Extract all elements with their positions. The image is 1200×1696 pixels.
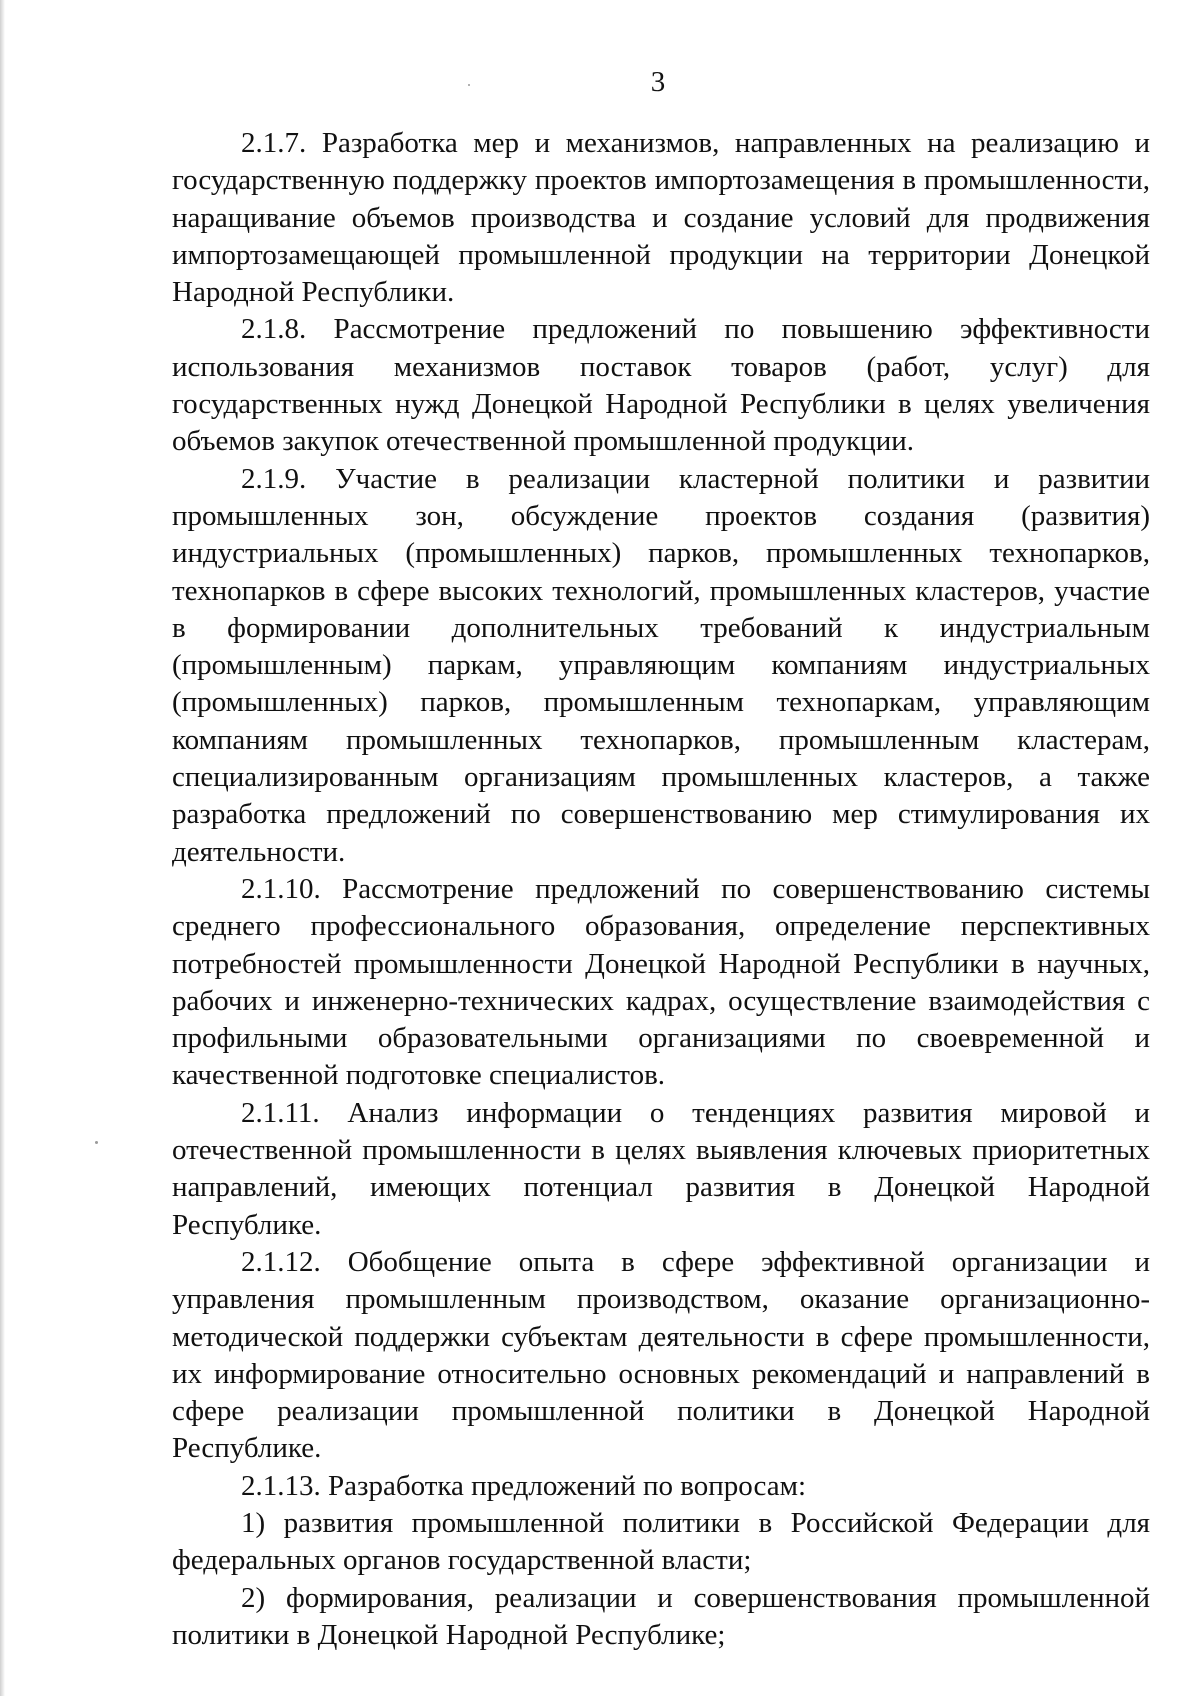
document-body <box>172 125 1150 1654</box>
paragraph-2-1-8: 2.1.8. Рассмотрение предложений по повышению эффективности использования механизмов поставок товаров (работ, услуг) для государственных нужд Донецкой Народной Республики в целях увеличения объемов закупок отечественной промышленной продукции. <box>172 313 1150 458</box>
list-item-1: 1) развития промышленной политики в Российской Федерации для федеральных органов государственной власти; <box>172 1506 1150 1577</box>
paragraph-2-1-12: 2.1.12. Обобщение опыта в сфере эффективной организации и управления промышленным производством, оказание организационно-методической поддержки субъектам деятельности в сфере промышленности, их информирование относительно основных рекомендаций и направлений в сфере реализации промышленной политики в Донецкой Народной Республике. <box>172 1245 1150 1465</box>
page-number: 3 <box>650 66 666 98</box>
paragraph-2-1-11: 2.1.11. Анализ информации о тенденциях развития мировой и отечественной промышленности в целях выявления ключевых приоритетных направлений, имеющих потенциал развития в Донецкой Народной Республике. <box>172 1096 1150 1241</box>
scan-edge-shadow <box>0 0 5 1696</box>
paragraph-2-1-7: 2.1.7. Разработка мер и механизмов, направленных на реализацию и государственную поддержку проектов импортозамещения в промышленности, наращивание объемов производства и создание условий для продвижения импортозамещающей промышленной продукции на территории Донецкой Народной Республики. <box>172 127 1150 309</box>
scan-speck <box>95 1141 98 1144</box>
paragraph-2-1-10: 2.1.10. Рассмотрение предложений по совершенствованию системы среднего профессионального образования, определение перспективных потребностей промышленности Донецкой Народной Республики в научных, рабочих и инженерно-технических кадрах, осуществление взаимодействия с профильными образовательными организациями по своевременной и качественной подготовке специалистов. <box>172 872 1150 1092</box>
paragraph-2-1-9: 2.1.9. Участие в реализации кластерной политики и развитии промышленных зон, обсуждение проектов создания (развития) индустриальных (промышленных) парков, промышленных технопарков, технопарков в сфере высоких технологий, промышленных кластеров, участие в формировании дополнительных требований к индустриальным (промышленным) паркам, управляющим компаниям индустриальных (промышленных) парков, промышленным технопаркам, управляющим компаниям промышленных технопарков, промышленным кластерам, специализированным организациям промышленных кластеров, а также разработка предложений по совершенствованию мер стимулирования их деятельности. <box>172 462 1150 868</box>
list-item-2: 2) формирования, реализации и совершенствования промышленной политики в Донецкой Народной Республике; <box>172 1581 1150 1651</box>
paragraph-2-1-13: 2.1.13. Разработка предложений по вопросам: <box>241 1469 807 1502</box>
